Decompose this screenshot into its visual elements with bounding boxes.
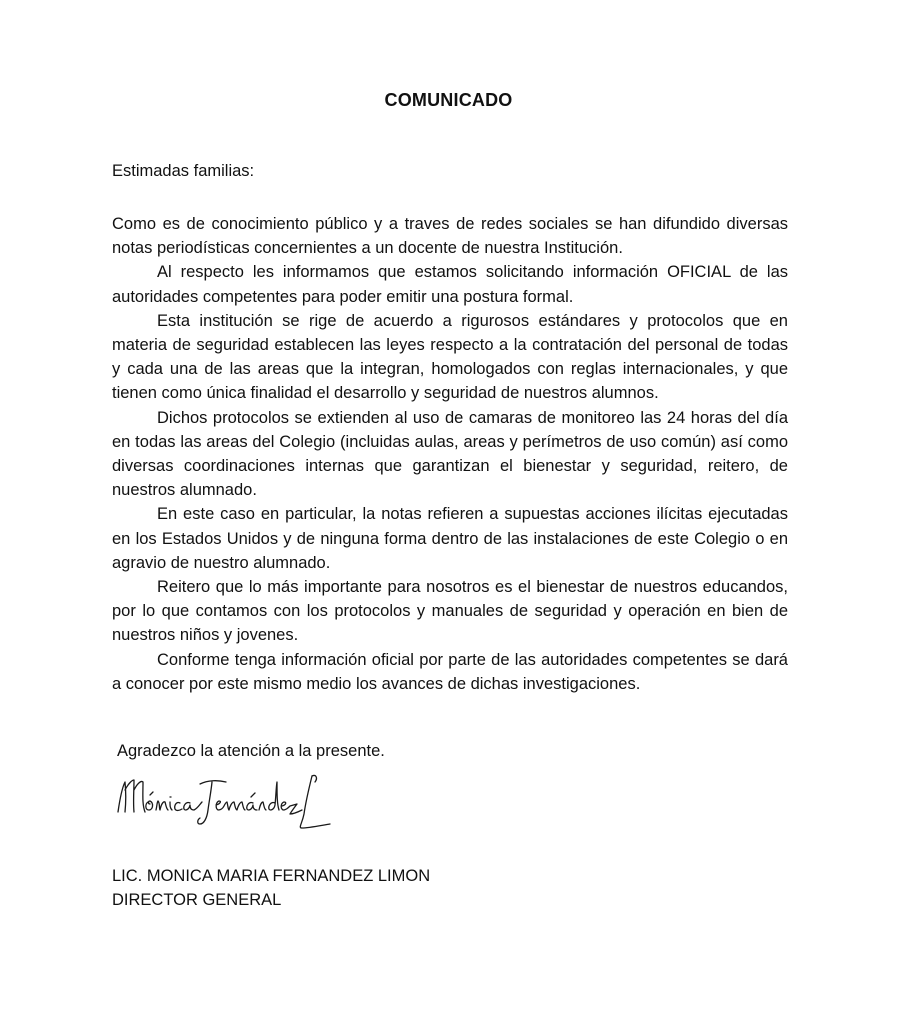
paragraph: Reitero que lo más importante para nosotros es el bienestar de nuestros educandos, por lo que contamos con los protocolos y manuales de seguridad y operación en bien de nuestros niños y jovenes. — [112, 578, 788, 645]
handwritten-signature — [112, 768, 337, 836]
paragraph: Conforme tenga información oficial por parte de las autoridades competentes se dará a conocer por este mismo medio los avances de dichas investigaciones. — [112, 650, 788, 693]
signer-title: DIRECTOR GENERAL — [112, 891, 282, 909]
closing-line: Agradezco la atención a la presente. — [117, 742, 385, 760]
paragraph: Como es de conocimiento público y a traves de redes sociales se han difundido diversas notas periodísticas concernientes a un docente de nuestra Institución. — [112, 215, 788, 258]
letter-body — [112, 212, 788, 696]
page-title: COMUNICADO — [384, 90, 513, 110]
paragraph: Dichos protocolos se extienden al uso de camaras de monitoreo las 24 horas del día en todas las areas del Colegio (incluidas aulas, areas y perímetros de uso común) así como diversas coordinaciones internas que garantizan el bienestar y seguridad, reitero, de nuestros alumnado. — [112, 408, 788, 500]
greeting: Estimadas familias: — [112, 162, 255, 180]
paragraph: En este caso en particular, la notas refieren a supuestas acciones ilícitas ejecutadas en los Estados Unidos y de ninguna forma dentro de las instalaciones de este Colegio o en agravio de nuestro alumnado. — [112, 505, 788, 572]
paragraph: Esta institución se rige de acuerdo a rigurosos estándares y protocolos que en materia de seguridad establecen las leyes respecto a la contratación del personal de todas y cada una de las areas que la integran, homologados con reglas internacionales, y que tienen como única finalidad el desarrollo y seguridad de nuestros alumnos. — [112, 311, 788, 403]
signer-name: LIC. MONICA MARIA FERNANDEZ LIMON — [112, 867, 431, 885]
signer-block — [112, 864, 430, 912]
paragraph: Al respecto les informamos que estamos solicitando información OFICIAL de las autoridades competentes para poder emitir una postura formal. — [112, 263, 788, 306]
